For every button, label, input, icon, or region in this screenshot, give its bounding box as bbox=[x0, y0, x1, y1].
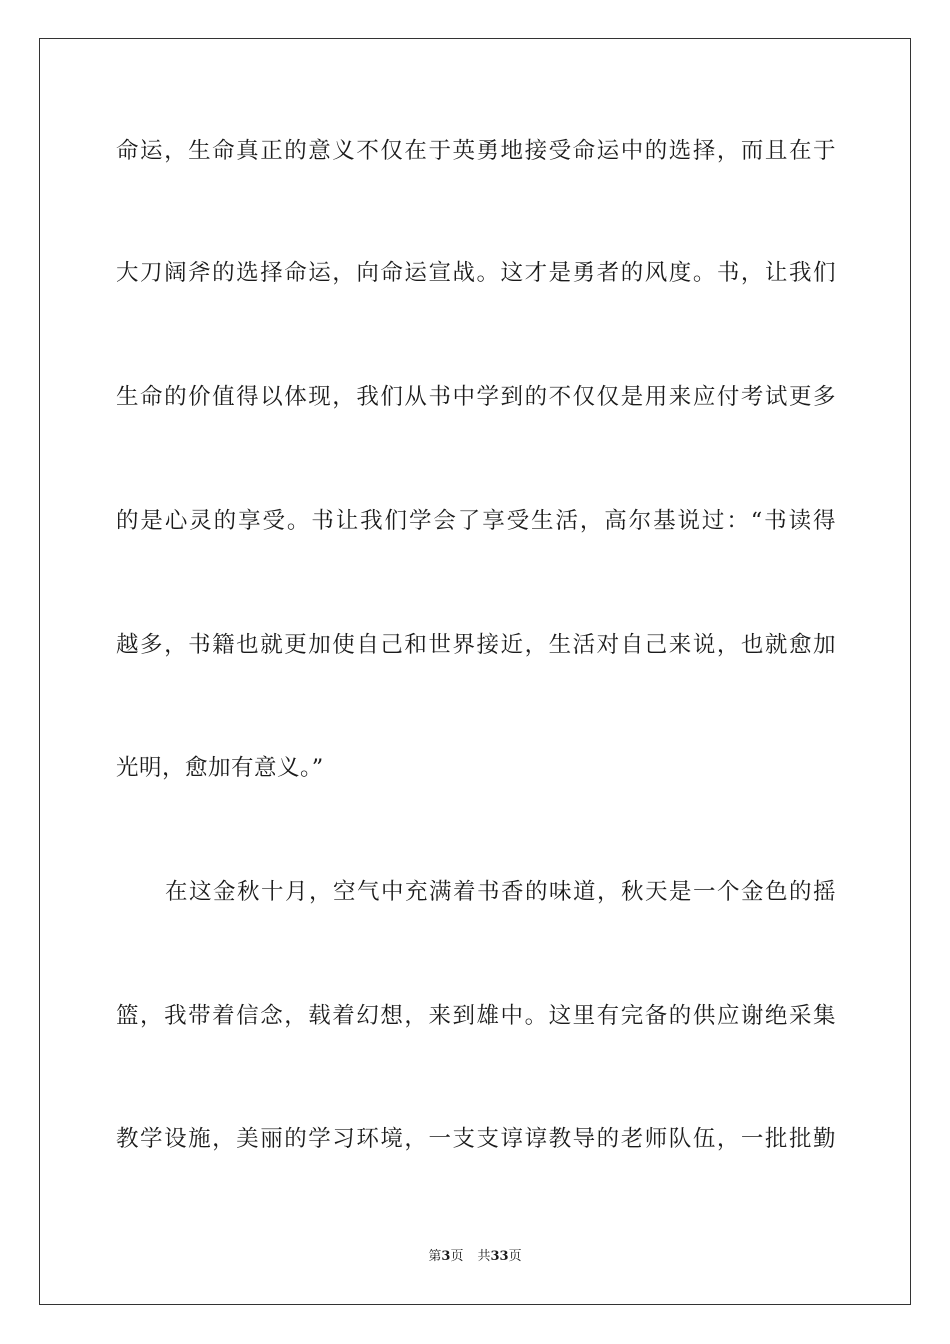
footer-total-suffix: 页 bbox=[508, 1249, 522, 1264]
footer-total-prefix: 共 bbox=[477, 1249, 491, 1264]
footer-page-prefix: 第 bbox=[428, 1249, 442, 1264]
body-line-6: 光明，愈加有意义。” bbox=[116, 755, 324, 781]
page-footer bbox=[0, 1248, 950, 1266]
body-line-5: 越多，书籍也就更加使自己和世界接近，生活对自己来说，也就愈加 bbox=[116, 632, 836, 658]
body-line-3: 生命的价值得以体现，我们从书中学到的不仅仅是用来应付考试更多 bbox=[116, 384, 836, 410]
footer-total-pages: 33 bbox=[490, 1249, 509, 1264]
body-paragraph-start: 在这金秋十月，空气中充满着书香的味道，秋天是一个金色的摇 bbox=[165, 879, 836, 905]
page-border bbox=[39, 38, 911, 1305]
body-line-9: 教学设施，美丽的学习环境，一支支谆谆教导的老师队伍，一批批勤 bbox=[116, 1126, 836, 1152]
body-line-1: 命运，生命真正的意义不仅在于英勇地接受命运中的选择，而且在于 bbox=[116, 138, 836, 164]
body-line-8: 篮，我带着信念，载着幻想，来到雄中。这里有完备的供应谢绝采集 bbox=[116, 1003, 836, 1029]
body-line-2: 大刀阔斧的选择命运，向命运宣战。这才是勇者的风度。书，让我们 bbox=[116, 260, 836, 286]
footer-page-number: 3 bbox=[441, 1249, 451, 1264]
body-line-4: 的是心灵的享受。书让我们学会了享受生活，高尔基说过：“书读得 bbox=[116, 508, 836, 534]
footer-page-suffix: 页 bbox=[450, 1249, 464, 1264]
